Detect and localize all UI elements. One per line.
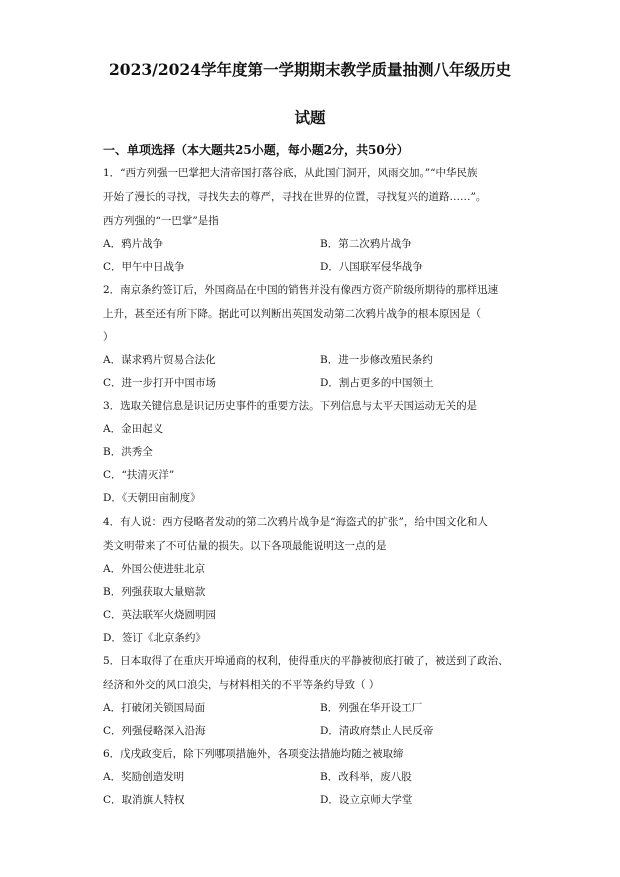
question-5-line-2: 经济和外交的风口浪尖，与材料相关的不平等条约导致（ ） bbox=[103, 679, 380, 691]
question-4-line-2: 类文明带来了不可估量的损失。以下各项最能说明这一点的是 bbox=[103, 540, 387, 552]
question-2-option-d: D．割占更多的中国领土 bbox=[320, 377, 434, 389]
question-3-option-d: D．《天朝田亩制度》 bbox=[103, 492, 201, 504]
question-1-option-d: D．八国联军侵华战争 bbox=[320, 261, 423, 273]
question-5-option-a: A．打破闭关锁国局面 bbox=[103, 702, 206, 714]
exam-title-line1: 2023/2024学年度第一学期期末教学质量抽测八年级历史 bbox=[109, 60, 511, 79]
exam-title-line2: 试题 bbox=[294, 108, 326, 127]
question-4-option-a: A．外国公使进驻北京 bbox=[103, 563, 206, 575]
question-2-option-a: A．谋求鸦片贸易合法化 bbox=[103, 354, 216, 366]
question-3-option-b: B．洪秀全 bbox=[103, 446, 153, 458]
question-3-line-1: 3．选取关键信息是识记历史事件的重要方法。下列信息与太平天国运动无关的是 bbox=[103, 400, 478, 412]
question-6-line-1: 6．戊戌政变后，除下列哪项措施外，各项变法措施均随之被取缔 bbox=[103, 748, 404, 760]
section-heading: 一、单项选择（本大题共25小题，每小题2分，共50分） bbox=[103, 143, 409, 157]
question-1-option-a: A．鸦片战争 bbox=[103, 238, 164, 250]
question-1-line-1: 1．“西方列强一巴掌把大清帝国打落谷底，从此国门洞开，风雨交加。”“中华民族 bbox=[103, 167, 478, 179]
question-3-option-c: C．“扶清灭洋” bbox=[103, 469, 175, 481]
question-4-line-1: 4．有人说：西方侵略者发动的第二次鸦片战争是“海盗式的扩张”，给中国文化和人 bbox=[103, 516, 488, 528]
question-4-option-c: C．英法联军火烧圆明园 bbox=[103, 609, 217, 621]
question-5-line-1: 5．日本取得了在重庆开埠通商的权利，使得重庆的平静被彻底打破了，被送到了政治、 bbox=[103, 655, 509, 667]
question-2-line-1: 2．南京条约签订后，外国商品在中国的销售并没有像西方资产阶级所期待的那样迅速 bbox=[103, 284, 499, 296]
question-2-option-c: C．进一步打开中国市场 bbox=[103, 377, 217, 389]
question-2-line-3: ） bbox=[103, 331, 114, 343]
question-3-option-a: A．金田起义 bbox=[103, 423, 164, 435]
question-5-option-c: C．列强侵略深入沿海 bbox=[103, 725, 206, 737]
question-2-option-b: B．进一步修改殖民条约 bbox=[320, 354, 433, 366]
question-5-option-b: B．列强在华开设工厂 bbox=[320, 702, 423, 714]
question-4-option-b: B．列强获取大量赔款 bbox=[103, 586, 206, 598]
question-5-option-d: D．清政府禁止人民反帝 bbox=[320, 725, 434, 737]
question-6-option-c: C．取消旗人特权 bbox=[103, 794, 185, 806]
question-1-option-b: B．第二次鸦片战争 bbox=[320, 238, 412, 250]
question-1-line-3: 西方列强的“一巴掌”是指 bbox=[103, 215, 219, 227]
question-4-option-d: D．签订《北京条约》 bbox=[103, 632, 206, 644]
question-6-option-d: D．设立京师大学堂 bbox=[320, 794, 413, 806]
question-6-option-b: B．改科举，废八股 bbox=[320, 771, 412, 783]
question-1-line-2: 开始了漫长的寻找，寻找失去的尊严，寻找在世界的位置，寻找复兴的道路……”。 bbox=[103, 191, 487, 203]
question-1-option-c: C．甲午中日战争 bbox=[103, 261, 185, 273]
question-2-line-2: 上升，甚至还有所下降。据此可以判断出英国发动第二次鸦片战争的根本原因是（ bbox=[103, 308, 481, 320]
question-6-option-a: A．奖励创造发明 bbox=[103, 771, 185, 783]
